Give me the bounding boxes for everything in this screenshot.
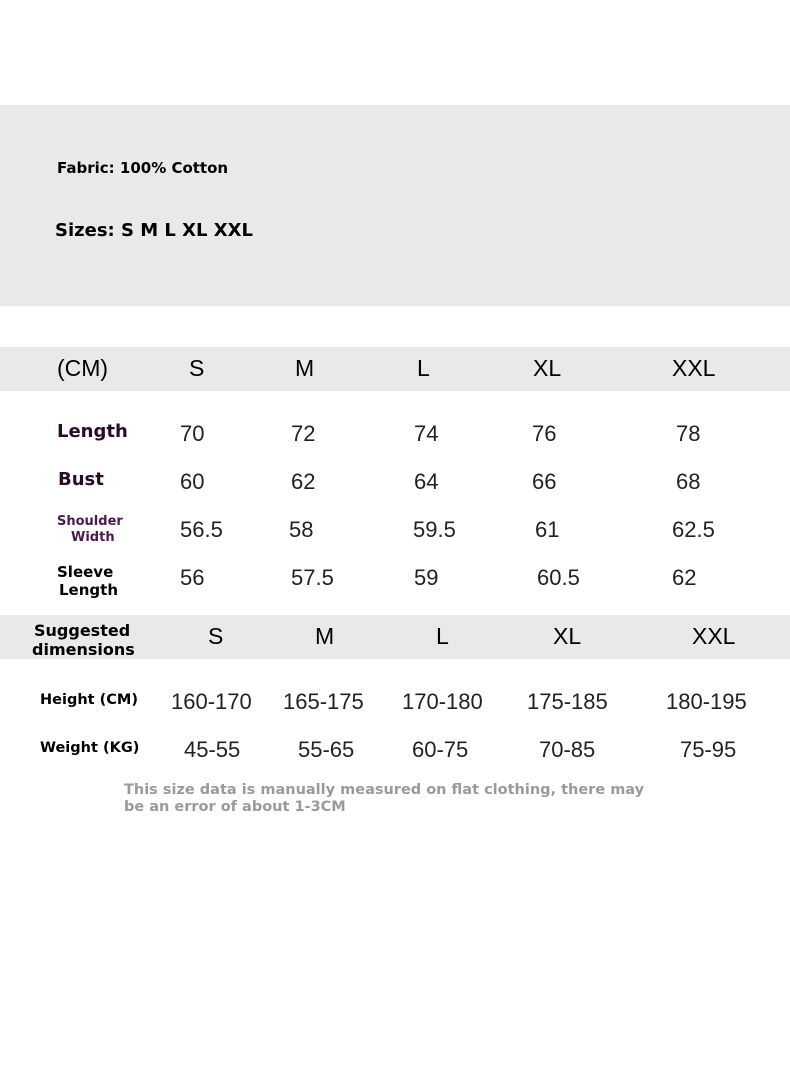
- cell-value: 78: [676, 421, 701, 446]
- measurement-note: This size data is manually measured on flat clothing, there may be an error of about 1-3CM: [124, 782, 645, 815]
- cell-value: 59: [414, 565, 439, 590]
- cell-value: 175-185: [527, 689, 608, 714]
- size-header-l: L: [417, 355, 430, 381]
- suggest-header-line1: Suggested: [34, 621, 131, 640]
- row-label-height: Height (CM): [40, 692, 138, 708]
- cell-value: 160-170: [171, 689, 252, 714]
- suggest-header-line2: dimensions: [32, 640, 135, 659]
- size-header-s: S: [189, 355, 205, 381]
- unit-header: (CM): [57, 355, 109, 381]
- size-header-xl: XL: [533, 355, 562, 381]
- size-header-m: M: [295, 355, 315, 381]
- cell-value: 45-55: [184, 737, 241, 762]
- size-header-xxl: XXL: [672, 355, 716, 381]
- cell-value: 165-175: [283, 689, 364, 714]
- cell-value: 60-75: [412, 737, 469, 762]
- fabric-text: Fabric: 100% Cotton: [57, 159, 229, 177]
- suggest-size-s: S: [208, 623, 224, 649]
- cell-value: 76: [532, 421, 557, 446]
- row-label-width: Width: [71, 530, 115, 545]
- suggest-size-xl: XL: [553, 623, 582, 649]
- cell-value: 72: [291, 421, 316, 446]
- cell-value: 62.5: [672, 517, 715, 542]
- row-label-bust: Bust: [58, 469, 104, 490]
- cell-value: 74: [414, 421, 439, 446]
- row-label-length: Length: [57, 421, 128, 442]
- cell-value: 180-195: [666, 689, 747, 714]
- sizes-text: Sizes: S M L XL XXL: [55, 220, 253, 241]
- suggest-size-xxl: XXL: [692, 623, 736, 649]
- cell-value: 58: [289, 517, 314, 542]
- row-label-sleeve-length: Length: [59, 581, 118, 599]
- cell-value: 66: [532, 469, 557, 494]
- row-label-weight: Weight (KG): [40, 740, 140, 756]
- cell-value: 64: [414, 469, 439, 494]
- cell-value: 56.5: [180, 517, 223, 542]
- cell-value: 70-85: [539, 737, 596, 762]
- cell-value: 70: [180, 421, 205, 446]
- cell-value: 62: [672, 565, 697, 590]
- row-label-sleeve: Sleeve: [57, 563, 114, 581]
- cell-value: 62: [291, 469, 316, 494]
- cell-value: 60: [180, 469, 205, 494]
- cell-value: 57.5: [291, 565, 334, 590]
- cell-value: 170-180: [402, 689, 483, 714]
- cell-value: 56: [180, 565, 205, 590]
- cell-value: 68: [676, 469, 701, 494]
- cell-value: 59.5: [413, 517, 456, 542]
- suggest-size-l: L: [436, 623, 449, 649]
- cell-value: 60.5: [537, 565, 580, 590]
- info-panel: [0, 105, 790, 306]
- cell-value: 55-65: [298, 737, 355, 762]
- row-label-shoulder: Shoulder: [57, 514, 123, 529]
- suggest-size-m: M: [315, 623, 335, 649]
- cell-value: 61: [535, 517, 560, 542]
- cell-value: 75-95: [680, 737, 737, 762]
